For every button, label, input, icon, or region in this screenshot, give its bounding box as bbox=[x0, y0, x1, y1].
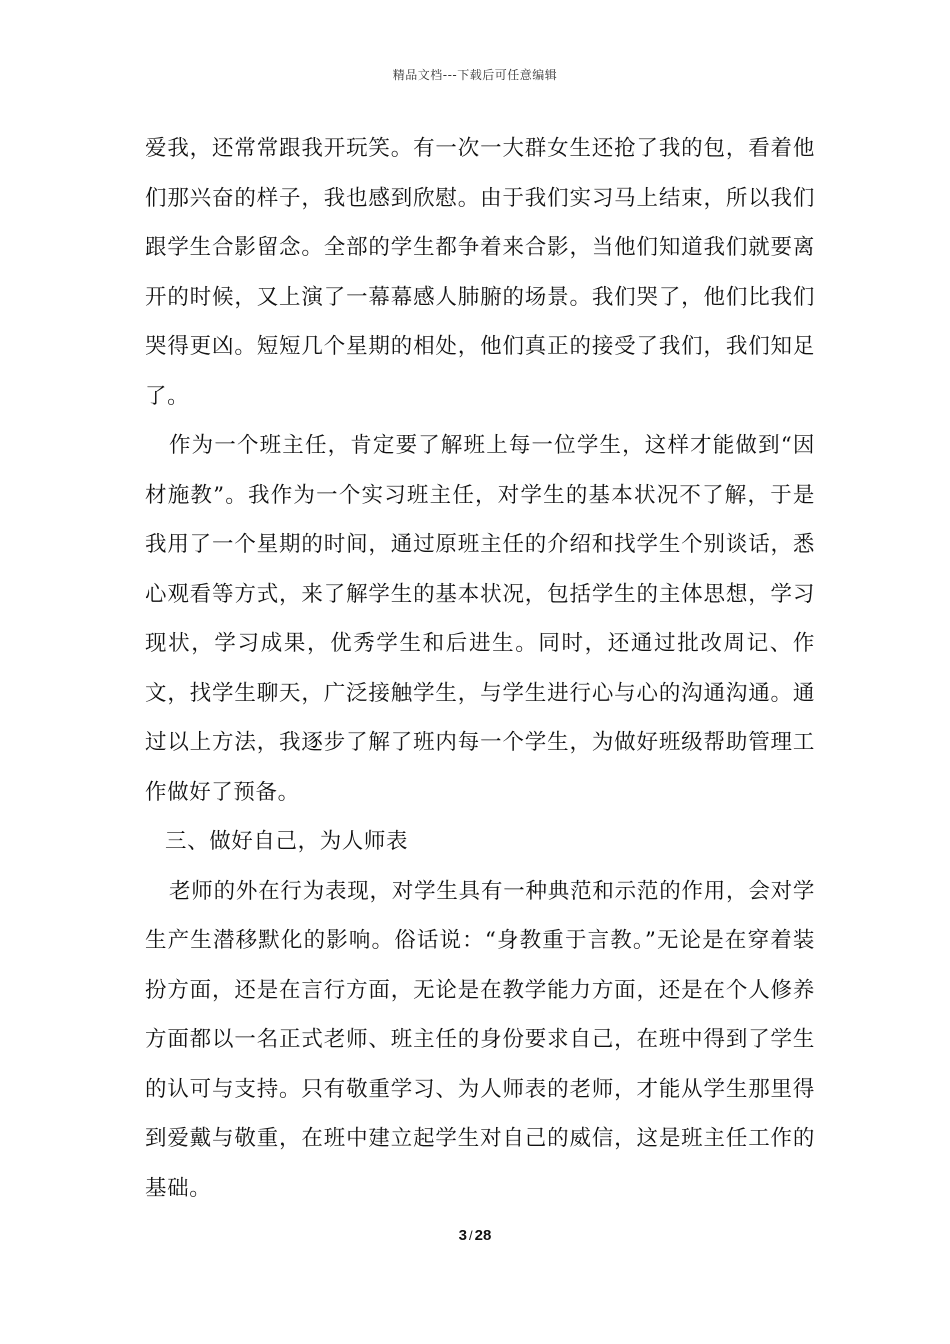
paragraph-class-teacher: 作为一个班主任，肯定要了解班上每一位学生，这样才能做到“因材施教”。我作为一个实习班主任，对学生的基本状况不了解，于是我用了一个星期的时间，通过原班主任的介绍和找学生个别谈话，悉心观看等方式，来了解学生的基本状况，包括学生的主体思想，学习现状，学习成果，优秀学生和后进生。同时，还通过批改周记、作文，找学生聊天，广泛接触学生，与学生进行心与心的沟通沟通。通过以上方法，我逐步了解了班内每一个学生，为做好班级帮助管理工作做好了预备。 bbox=[145, 433, 815, 805]
current-page: 3 bbox=[458, 1227, 468, 1244]
total-pages: 28 bbox=[474, 1227, 492, 1244]
paragraph-role-model: 老师的外在行为表现，对学生具有一种典范和示范的作用，会对学生产生潜移默化的影响。俗话说：“身教重于言教。”无论是在穿着装扮方面，还是在言行方面，无论是在教学能力方面，还是在个人修养方面都以一名正式老师、班主任的身份要求自己，在班中得到了学生的认可与支持。只有敬重学习、为人师表的老师，才能从学生那里得到爱戴与敬重，在班中建立起学生对自己的威信，这是班主任工作的基础。 bbox=[145, 878, 815, 1201]
page-separator: / bbox=[469, 1228, 473, 1243]
document-body bbox=[145, 124, 815, 1213]
paragraph-continued: 爱我，还常常跟我开玩笑。有一次一大群女生还抢了我的包，看着他们那兴奋的样子，我也感到欣慰。由于我们实习马上结束，所以我们跟学生合影留念。全部的学生都争着来合影，当他们知道我们就要离开的时候，又上演了一幕幕感人肺腑的场景。我们哭了，他们比我们哭得更凶。短短几个星期的相处，他们真正的接受了我们，我们知足了。 bbox=[145, 136, 815, 409]
page-header: 精品文档---下载后可任意编辑 bbox=[392, 68, 558, 82]
page-number bbox=[0, 1227, 950, 1244]
section-heading: 三、做好自己，为人师表 bbox=[165, 829, 409, 854]
